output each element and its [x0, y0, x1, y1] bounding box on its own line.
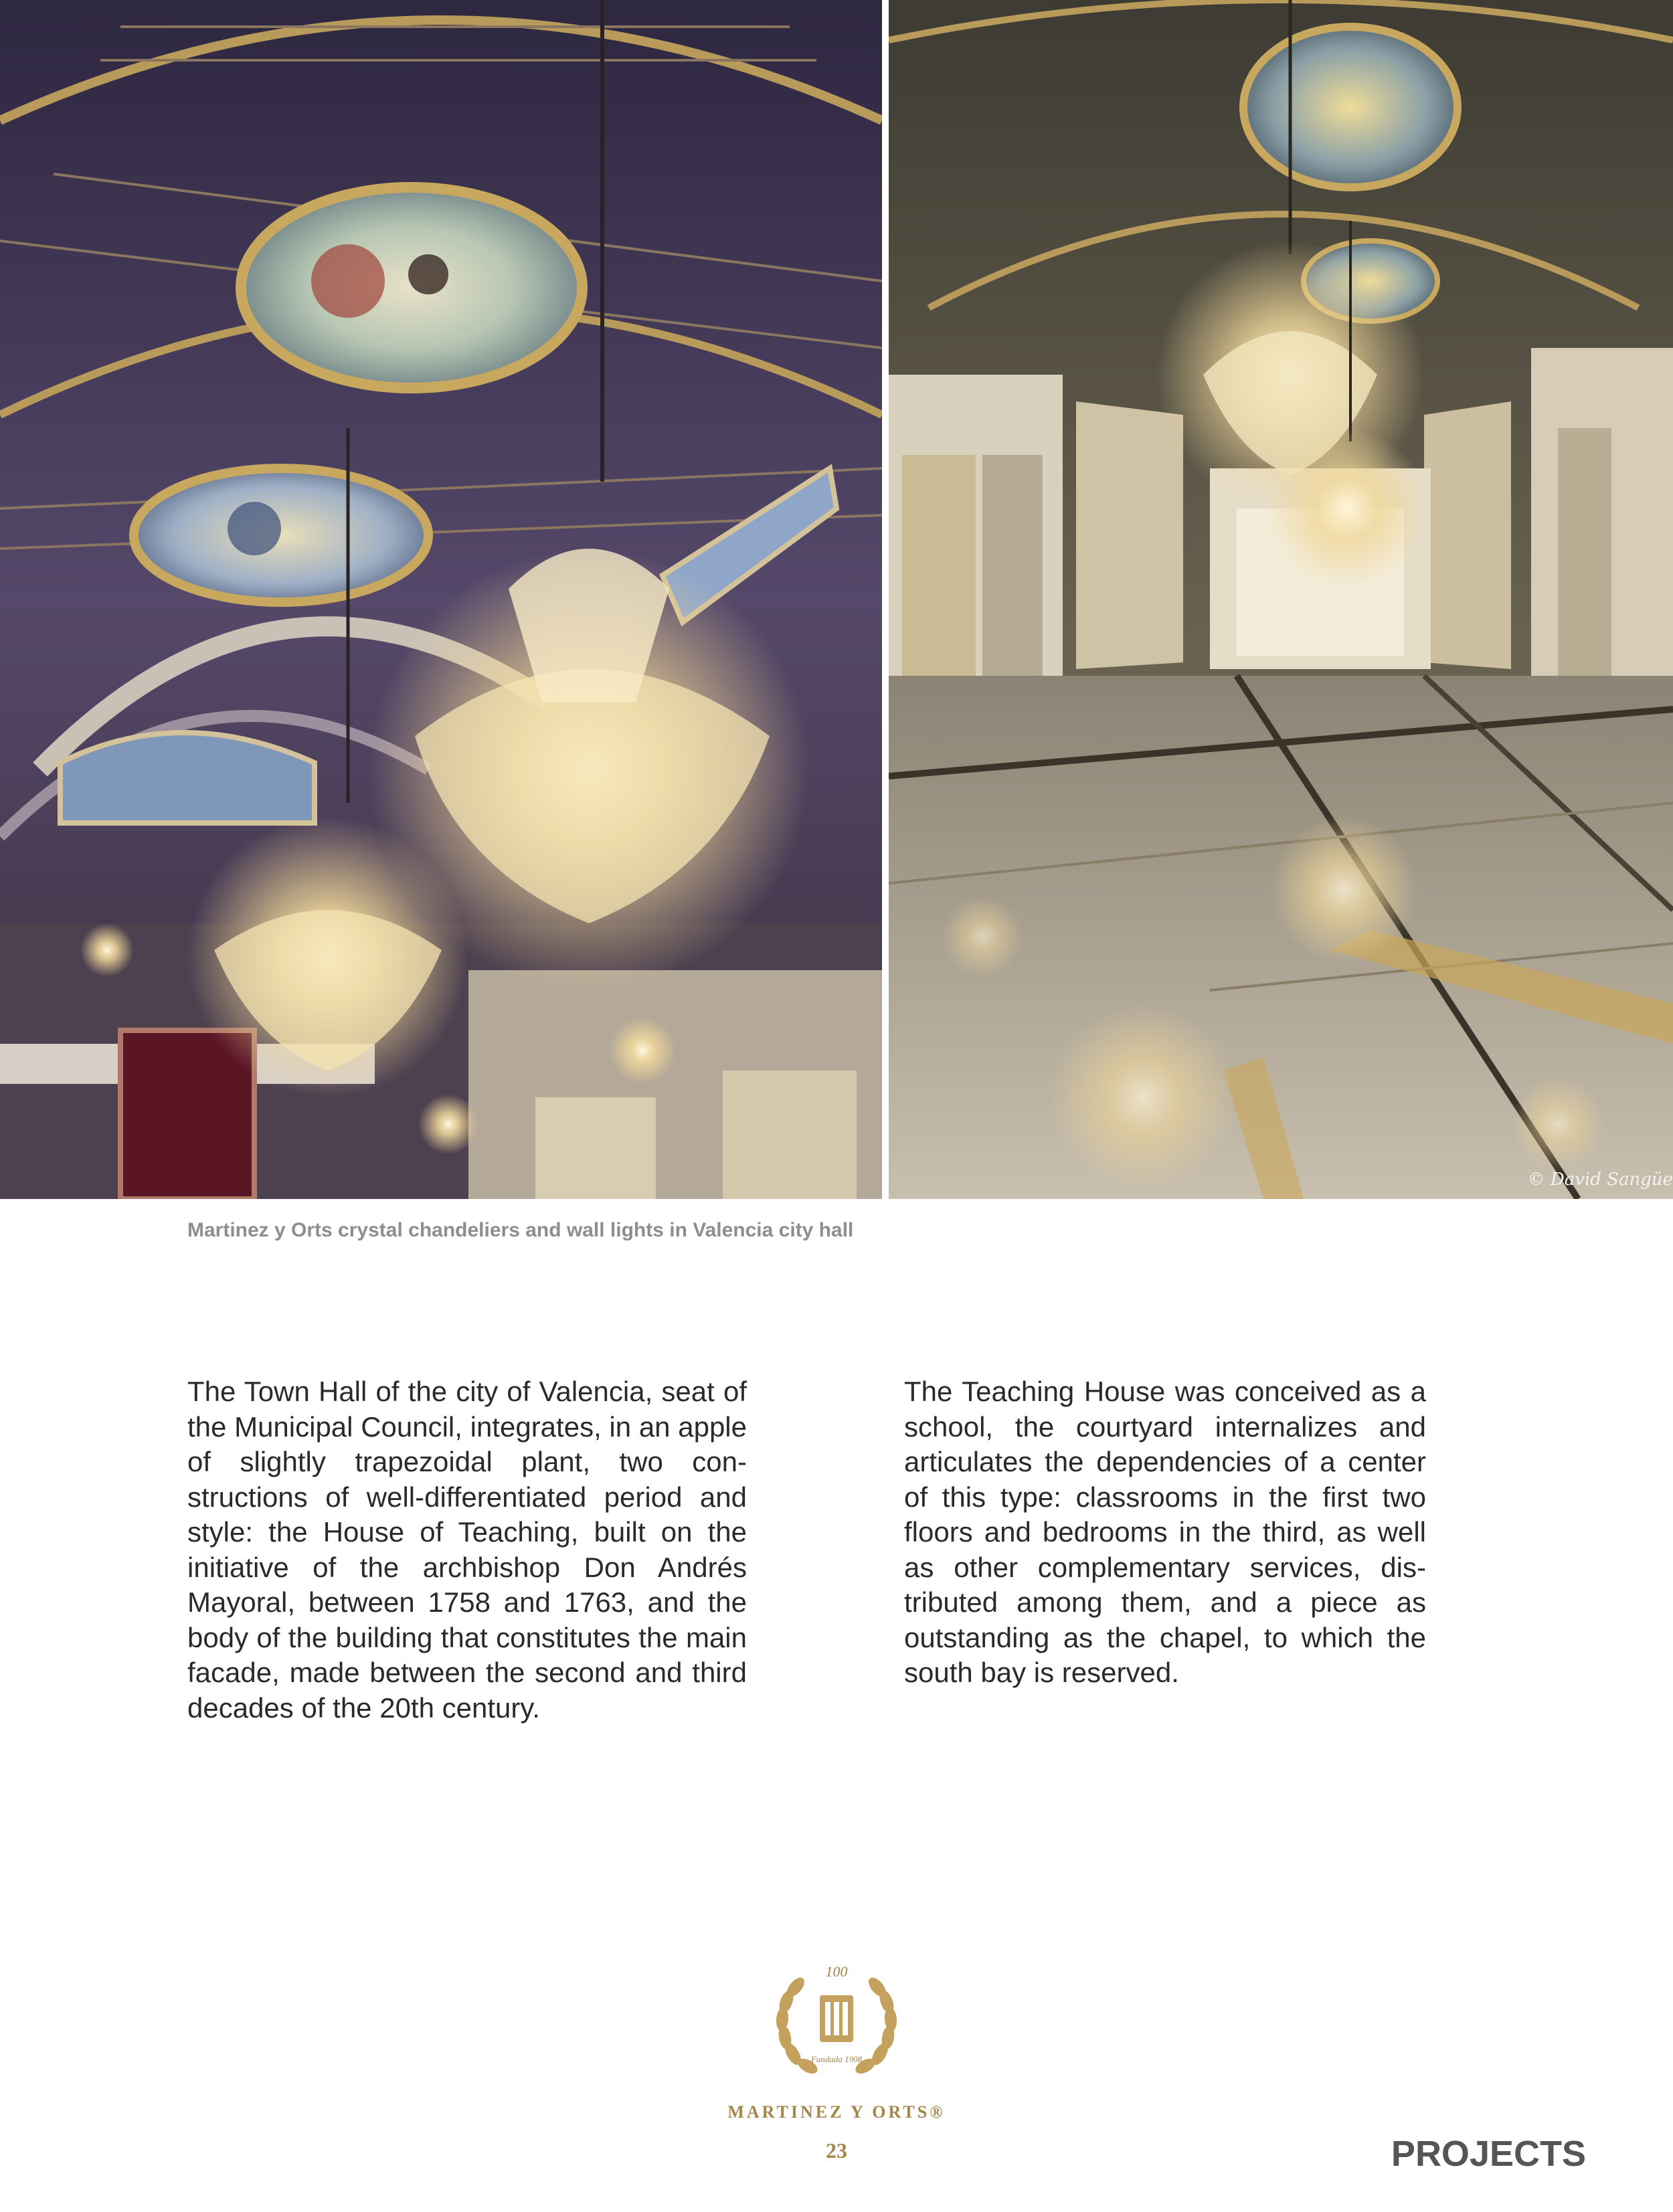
- body-text-left-column: The Town Hall of the city of Valencia, seat of the Municipal Council, integrates, in an apple of slightly trapezoidal plant, two constructions of well-differentiated period and style: the House of Teaching, built on the initiative of the archbishop Don Andrés Mayoral, between 1758 and 1763, and the body of the building that constitutes the main facade, made between the second and third decades of the 20th century.: [187, 1376, 747, 1724]
- photo-divider: [882, 0, 889, 1199]
- chandelier-ceiling-photo: [0, 0, 882, 1199]
- brand-name: MARTINEZ Y ORTS®: [727, 2102, 946, 2122]
- photo-credit: © David Sangüe: [1527, 1170, 1673, 1190]
- logo-years: 100: [825, 1963, 848, 1980]
- logo-founded: Fundada 1908: [810, 2054, 863, 2064]
- photo-caption: Martinez y Orts crystal chandeliers and wall lights in Valencia city hall: [187, 1219, 854, 1241]
- ceiling-illustration: [0, 0, 882, 1199]
- hall-illustration: [889, 0, 1673, 1199]
- body-text-right-column: The Teaching House was conceived as a school, the courtyard internalizes and articulates the dependencies of a center of this type: classrooms in the first two floors and bedrooms in the third, as well as other complementary services, distributed among them, and a piece as outstanding as the chapel, to which the south bay is reserved.: [904, 1376, 1426, 1688]
- page-number: 23: [826, 2138, 847, 2162]
- centenary-laurel-logo: [766, 1954, 907, 2094]
- hall-floor-photo: [889, 0, 1673, 1199]
- section-label: PROJECTS: [1391, 2134, 1586, 2174]
